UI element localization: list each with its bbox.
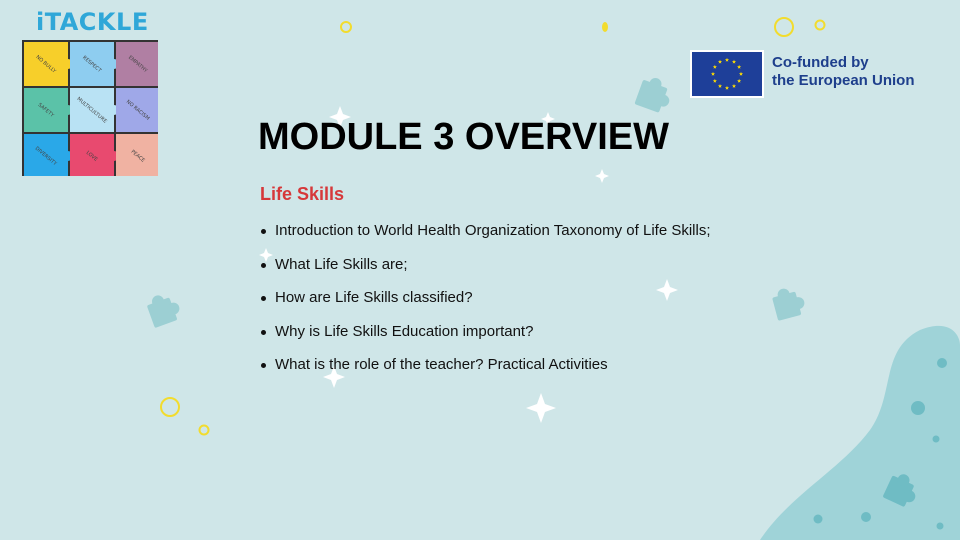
puzzle-tile-label: PEACE xyxy=(129,148,146,164)
puzzle-tile xyxy=(70,42,119,86)
puzzle-tile xyxy=(24,134,73,176)
sparkle-icon xyxy=(526,393,556,423)
wave-dot xyxy=(937,358,947,368)
eu-line-2: the European Union xyxy=(772,72,915,89)
puzzle-tile-label: EMPATHY xyxy=(126,54,149,75)
page-title: MODULE 3 OVERVIEW xyxy=(258,116,670,158)
wave-dot xyxy=(933,436,940,443)
eu-cofunded-badge xyxy=(690,50,940,98)
sparkle-icon xyxy=(595,169,609,183)
itackle-logo-text: iTACKLE xyxy=(36,8,149,36)
eu-cofunded-text xyxy=(772,54,915,90)
yellow-ring-icon xyxy=(341,22,351,32)
yellow-ring-icon xyxy=(200,426,209,435)
bullet-list xyxy=(259,219,899,387)
puzzle-tile xyxy=(70,134,119,176)
bullet-item: What Life Skills are; xyxy=(259,253,899,287)
yellow-ring-icon xyxy=(816,21,825,30)
puzzle-tile-label: NO BULLY xyxy=(34,54,57,75)
puzzle-tile-label: RESPECT xyxy=(81,54,103,74)
puzzle-tile-label: NO RACISM xyxy=(124,98,151,122)
section-subtitle: Life Skills xyxy=(260,184,345,204)
wave-dot xyxy=(911,401,925,415)
puzzle-logo xyxy=(22,40,158,176)
puzzle-tile xyxy=(24,42,73,86)
puzzle-tile xyxy=(116,42,158,86)
puzzle-tile-label: SAFETY xyxy=(36,102,55,119)
wave-dot xyxy=(814,515,823,524)
wave-dot xyxy=(861,512,871,522)
puzzle-tile-label: MULTICULTURE xyxy=(75,96,108,125)
wave-dot xyxy=(937,523,944,530)
puzzle-piece-icon xyxy=(145,290,183,328)
puzzle-tile-label: LOVE xyxy=(84,149,99,163)
puzzle-tile xyxy=(70,88,119,132)
eu-line-1: Co-funded by xyxy=(772,54,869,71)
puzzle-tile xyxy=(116,134,158,176)
puzzle-tile xyxy=(116,88,158,132)
puzzle-tile-label: DIVERSITY xyxy=(33,145,58,168)
eu-flag-icon xyxy=(690,50,764,98)
bullet-item: Why is Life Skills Education important? xyxy=(259,320,899,354)
bullet-item: Introduction to World Health Organization Taxonomy of Life Skills; xyxy=(259,219,899,253)
puzzle-tile xyxy=(24,88,73,132)
yellow-dot-icon xyxy=(602,22,608,32)
bullet-item: What is the role of the teacher? Practical Activities xyxy=(259,353,899,387)
yellow-ring-icon xyxy=(161,398,179,416)
bullet-item: How are Life Skills classified? xyxy=(259,286,899,320)
puzzle-piece-icon xyxy=(634,74,675,115)
yellow-ring-icon xyxy=(775,18,793,36)
